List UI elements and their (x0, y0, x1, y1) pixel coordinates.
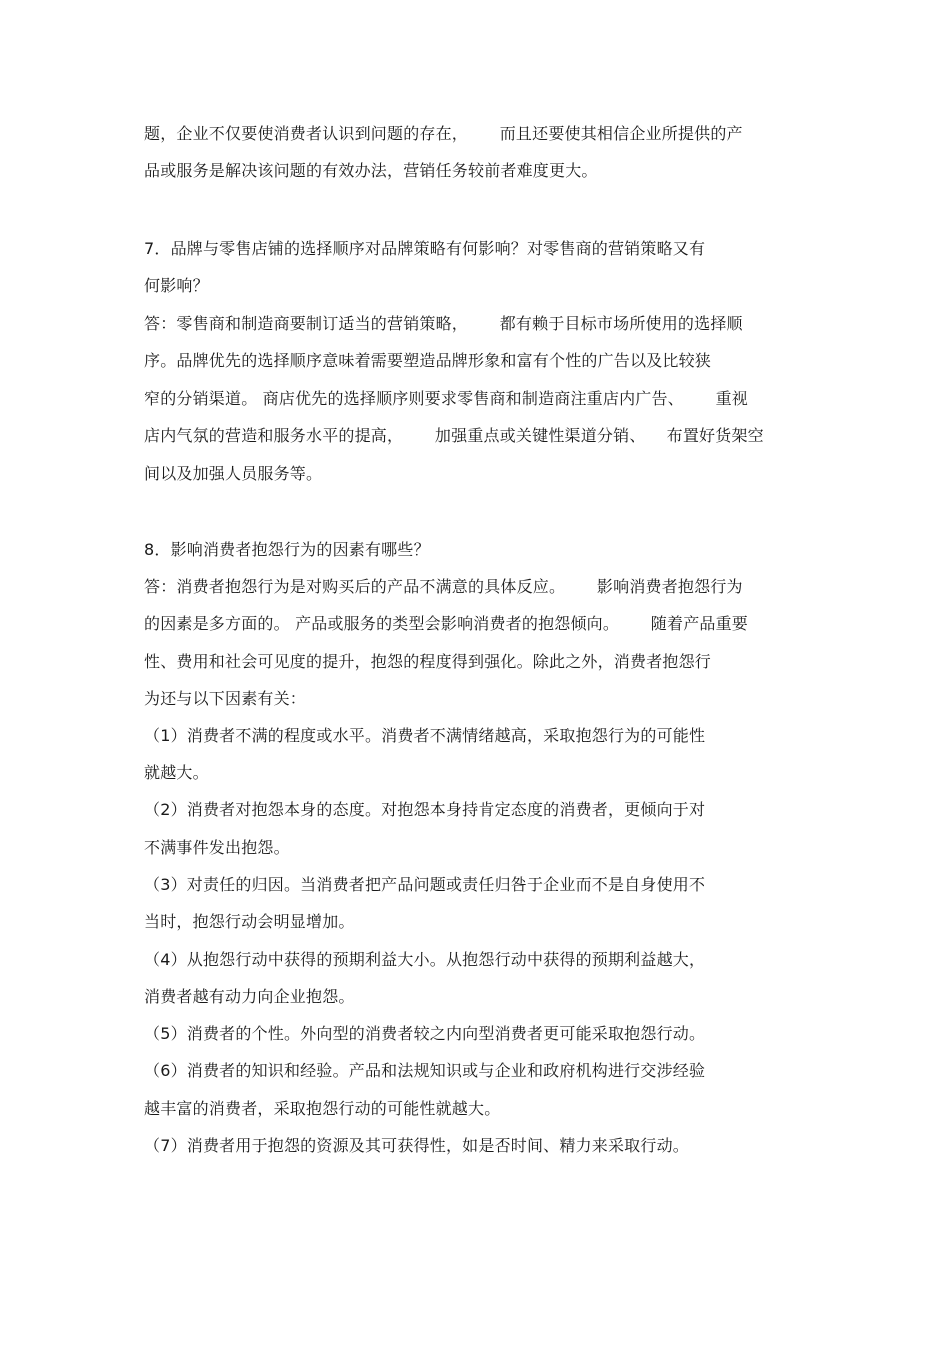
text-line: 题，企业不仅要使消费者认识到问题的存在， 而且还要使其相信企业所提供的产 (144, 124, 743, 143)
answer-7-line: 序。品牌优先的选择顺序意味着需要塑造品牌形象和富有个性的广告以及比较狭 (144, 351, 712, 370)
answer-7-line: 间以及加强人员服务等。 (144, 464, 323, 483)
factor-3-line: （3）对责任的归因。当消费者把产品问题或责任归咎于企业而不是自身使用不 (144, 875, 706, 894)
text-line: 品或服务是解决该问题的有效办法，营销任务较前者难度更大。 (144, 161, 598, 180)
answer-7-line: 答：零售商和制造商要制订适当的营销策略， 都有赖于目标市场所使用的选择顺 (144, 314, 743, 333)
factor-4-line: （4）从抱怨行动中获得的预期利益大小。从抱怨行动中获得的预期利益越大， (144, 950, 706, 969)
question-7-line: 7．品牌与零售店铺的选择顺序对品牌策略有何影响？对零售商的营销策略又有 (144, 239, 706, 258)
factor-6-line: 越丰富的消费者，采取抱怨行动的可能性就越大。 (144, 1099, 501, 1118)
question-8-line: 8．影响消费者抱怨行为的因素有哪些？ (144, 540, 430, 559)
factor-3-line: 当时，抱怨行动会明显增加。 (144, 912, 355, 931)
question-7-line: 何影响？ (144, 276, 209, 295)
answer-8-line: 的因素是多方面的。 产品或服务的类型会影响消费者的抱怨倾向。 随着产品重要 (144, 614, 749, 633)
factor-2-line: 不满事件发出抱怨。 (144, 838, 290, 857)
factor-4-line: 消费者越有动力向企业抱怨。 (144, 987, 355, 1006)
factor-7-line: （7）消费者用于抱怨的资源及其可获得性，如是否时间、精力来采取行动。 (144, 1136, 689, 1155)
factor-2-line: （2）消费者对抱怨本身的态度。对抱怨本身持肯定态度的消费者，更倾向于对 (144, 800, 706, 819)
answer-7-line: 窄的分销渠道。 商店优先的选择顺序则要求零售商和制造商注重店内广告、 重视 (144, 389, 749, 408)
answer-8-line: 为还与以下因素有关： (144, 689, 307, 708)
factor-1-line: 就越大。 (144, 763, 209, 782)
factor-6-line: （6）消费者的知识和经验。产品和法规知识或与企业和政府机构进行交涉经验 (144, 1061, 706, 1080)
answer-7-line: 店内气氛的营造和服务水平的提高， 加强重点或关键性渠道分销、 布置好货架空 (144, 426, 764, 445)
answer-8-line: 性、费用和社会可见度的提升，抱怨的程度得到强化。除此之外，消费者抱怨行 (144, 652, 712, 671)
answer-8-line: 答：消费者抱怨行为是对购买后的产品不满意的具体反应。 影响消费者抱怨行为 (144, 577, 743, 596)
factor-5-line: （5）消费者的个性。外向型的消费者较之内向型消费者更可能采取抱怨行动。 (144, 1024, 706, 1043)
factor-1-line: （1）消费者不满的程度或水平。消费者不满情绪越高，采取抱怨行为的可能性 (144, 726, 706, 745)
